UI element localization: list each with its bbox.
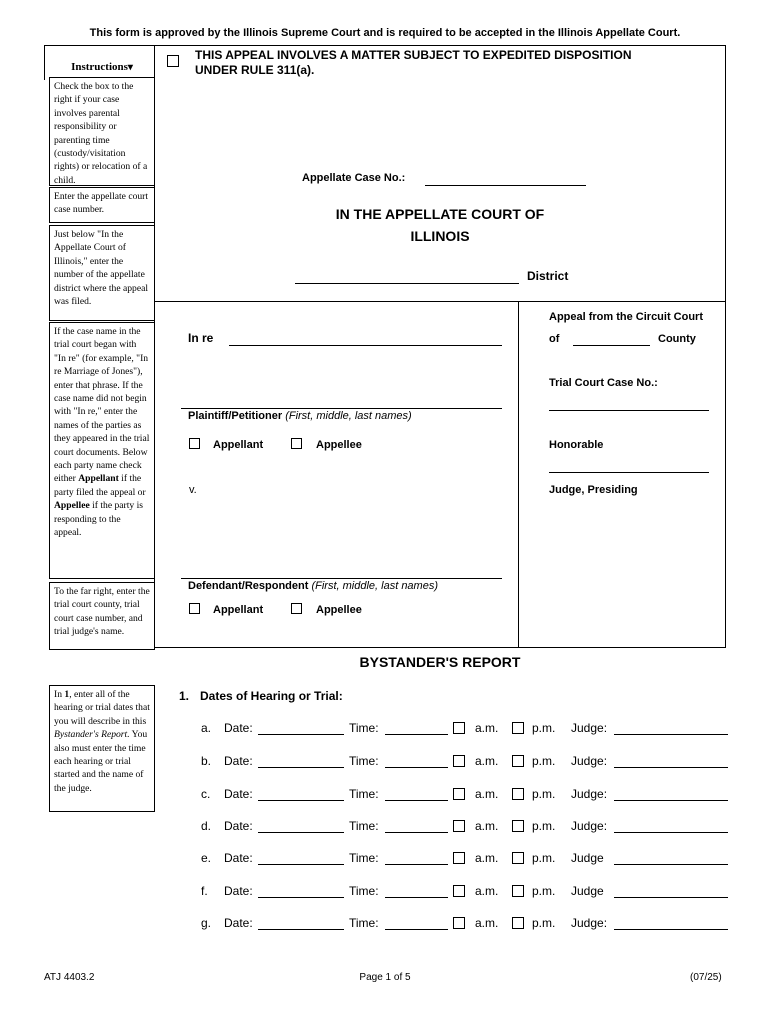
appellate-case-no-label: Appellate Case No.: [302,172,406,184]
judge-label: Judge [571,851,604,865]
instruction-box-dates [49,685,155,812]
am-checkbox[interactable] [453,755,465,767]
expedited-label-line1: THIS APPEAL INVOLVES A MATTER SUBJECT TO EXPEDITED DISPOSITION [195,48,632,62]
am-checkbox[interactable] [453,917,465,929]
court-heading-line1: IN THE APPELLATE COURT OF [335,206,545,222]
plaintiff-appellant-checkbox[interactable] [189,438,200,449]
time-field[interactable] [385,800,448,801]
dropdown-arrow-icon: ▾ [127,62,133,73]
row-letter: e. [201,851,212,865]
defendant-label [188,580,438,592]
time-label: Time: [349,851,379,865]
judge-label: Judge [571,884,604,898]
report-title: BYSTANDER'S REPORT [359,654,521,670]
trial-case-no-label: Trial Court Case No.: [549,377,658,389]
judge-name-field[interactable] [549,472,709,473]
am-label: a.m. [475,819,499,833]
defendant-appellee-checkbox[interactable] [291,603,302,614]
instruction-text-parental: Check the box to the right if your case involves parental responsibility or parenting time (custody/visitation rights) or relocation of a child. [54,81,148,186]
time-field[interactable] [385,734,448,735]
row-letter: c. [201,787,211,801]
pm-label: p.m. [532,851,556,865]
time-label: Time: [349,819,379,833]
date-field[interactable] [258,832,344,833]
plaintiff-appellee-checkbox[interactable] [291,438,302,449]
row-letter: d. [201,819,212,833]
honorable-label: Honorable [549,439,604,451]
court-heading-line2: ILLINOIS [410,228,470,244]
row-letter: b. [201,754,212,768]
form-version: (07/25) [690,972,722,983]
judge-label: Judge: [571,721,608,735]
pm-checkbox[interactable] [512,788,524,800]
judge-label: Judge: [571,916,608,930]
pm-label: p.m. [532,884,556,898]
am-label: a.m. [475,851,499,865]
instructions-heading-label: Instructions [71,61,128,73]
date-label: Date: [224,884,253,898]
instruction-box-trial-court [49,582,155,650]
expedited-label-line2: UNDER RULE 311(a). [195,63,315,77]
am-label: a.m. [475,916,499,930]
judge-presiding-label: Judge, Presiding [549,484,638,496]
time-label: Time: [349,754,379,768]
judge-label: Judge: [571,754,608,768]
appeal-from-label: Appeal from the Circuit Court [549,311,704,323]
plaintiff-label-text: Plaintiff/Petitioner [188,410,283,422]
expedited-label [195,48,632,78]
time-label: Time: [349,884,379,898]
am-checkbox[interactable] [453,788,465,800]
instruction-text-case-name-1: If the case name in the trial court began with "In re" (for example, "In re Marriage of Jones"), enter that phrase. If the case name did not begin with "In re," enter the names of the parties as they appeared in the trial court documents. Below each party name check either [54,326,150,485]
instruction-text-district: Just below "In the Appellate Court of Illinois," enter the number of the appellate district where the appeal was filed. [54,229,149,308]
date-label: Date: [224,787,253,801]
defendant-appellant-checkbox[interactable] [189,603,200,614]
time-field[interactable] [385,929,448,930]
date-label: Date: [224,819,253,833]
instruction-text-case-name-2: if the party filed the appeal or [54,473,146,498]
defendant-label-hint: (First, middle, last names) [311,580,438,592]
instruction-text-case-name-3: if the party is responding to the appeal. [54,500,144,539]
date-field[interactable] [258,800,344,801]
district-field[interactable] [295,283,519,284]
judge-label: Judge: [571,787,608,801]
caption-column-rule [518,301,519,648]
row-letter: g. [201,916,212,930]
pm-label: p.m. [532,754,556,768]
defendant-appellant-label: Appellant [213,604,264,616]
am-checkbox[interactable] [453,885,465,897]
plaintiff-appellant-label: Appellant [213,439,264,451]
date-field[interactable] [258,767,344,768]
time-field[interactable] [385,832,448,833]
judge-field[interactable] [614,864,728,865]
am-checkbox[interactable] [453,820,465,832]
district-label: District [527,269,569,283]
time-field[interactable] [385,897,448,898]
pm-checkbox[interactable] [512,722,524,734]
header-top-rule [44,45,726,46]
instruction-box-case-number [49,187,155,223]
defendant-label-text: Defendant/Respondent [188,580,309,592]
form-id: ATJ 4403.2 [44,972,95,983]
defendant-appellee-label: Appellee [316,604,362,616]
in-re-field[interactable] [229,345,502,346]
row-letter: f. [201,884,208,898]
form-approval-notice: This form is approved by the Illinois Supreme Court and is required to be accepted in the Illinois Appellate Court. [89,27,681,39]
pm-checkbox[interactable] [512,885,524,897]
judge-field[interactable] [614,800,728,801]
date-label: Date: [224,851,253,865]
instruction-text-trial-court: To the far right, enter the trial court county, trial court case number, and trial judge's name. [54,586,150,638]
pm-checkbox[interactable] [512,852,524,864]
date-field[interactable] [258,929,344,930]
instruction-text-case-number: Enter the appellate court case number. [54,191,149,216]
frame-right-rule [725,45,726,648]
date-label: Date: [224,721,253,735]
judge-field[interactable] [614,832,728,833]
county-label: County [658,333,696,345]
judge-field[interactable] [614,734,728,735]
date-field[interactable] [258,897,344,898]
am-label: a.m. [475,787,499,801]
am-checkbox[interactable] [453,852,465,864]
instruction-text-dates-bold: 1 [64,689,70,700]
am-label: a.m. [475,884,499,898]
plaintiff-label [188,410,412,422]
county-field[interactable] [573,345,650,346]
instruction-text-dates-3: You also must enter the time each hearing or trial started and the name of the judge. [54,729,148,794]
page-number: Page 1 of 5 [359,972,411,983]
caption-bottom-rule [154,647,726,648]
row-letter: a. [201,721,212,735]
instructions-heading[interactable] [49,61,155,73]
pm-label: p.m. [532,819,556,833]
time-label: Time: [349,787,379,801]
of-label: of [549,333,560,345]
pm-checkbox[interactable] [512,820,524,832]
instruction-text-appellant: Appellant [78,473,119,485]
instruction-box-parental [49,77,155,186]
judge-label: Judge: [571,819,608,833]
pm-checkbox[interactable] [512,917,524,929]
date-label: Date: [224,754,253,768]
pm-checkbox[interactable] [512,755,524,767]
instruction-box-district [49,225,155,321]
header-left-rule [44,45,45,80]
pm-label: p.m. [532,787,556,801]
caption-top-rule [154,301,726,302]
instruction-box-case-name [49,322,155,579]
defendant-name-field[interactable] [181,578,502,579]
in-re-label: In re [188,331,214,345]
am-checkbox[interactable] [453,722,465,734]
time-field[interactable] [385,767,448,768]
versus-label: v. [189,484,197,496]
date-field[interactable] [258,734,344,735]
pm-label: p.m. [532,916,556,930]
instruction-text-appellee: Appellee [54,500,90,512]
judge-field[interactable] [614,767,728,768]
instruction-text-dates-2: , enter all of the hearing or trial dates that you will describe in this [54,689,150,727]
time-label: Time: [349,916,379,930]
instruction-text-dates-1: In [54,689,65,700]
am-label: a.m. [475,721,499,735]
judge-field[interactable] [614,897,728,898]
plaintiff-name-field[interactable] [181,408,502,409]
trial-case-no-field[interactable] [549,410,709,411]
date-field[interactable] [258,864,344,865]
appellate-case-no-field[interactable] [425,185,586,186]
date-label: Date: [224,916,253,930]
plaintiff-label-hint: (First, middle, last names) [285,410,412,422]
time-field[interactable] [385,864,448,865]
expedited-checkbox[interactable] [167,55,179,67]
time-label: Time: [349,721,379,735]
plaintiff-appellee-label: Appellee [316,439,362,451]
judge-field[interactable] [614,929,728,930]
instruction-text-dates-italic: Bystander's Report. [54,729,130,741]
section1-number: 1. [179,689,190,703]
pm-label: p.m. [532,721,556,735]
section1-title: Dates of Hearing or Trial: [200,689,343,703]
am-label: a.m. [475,754,499,768]
